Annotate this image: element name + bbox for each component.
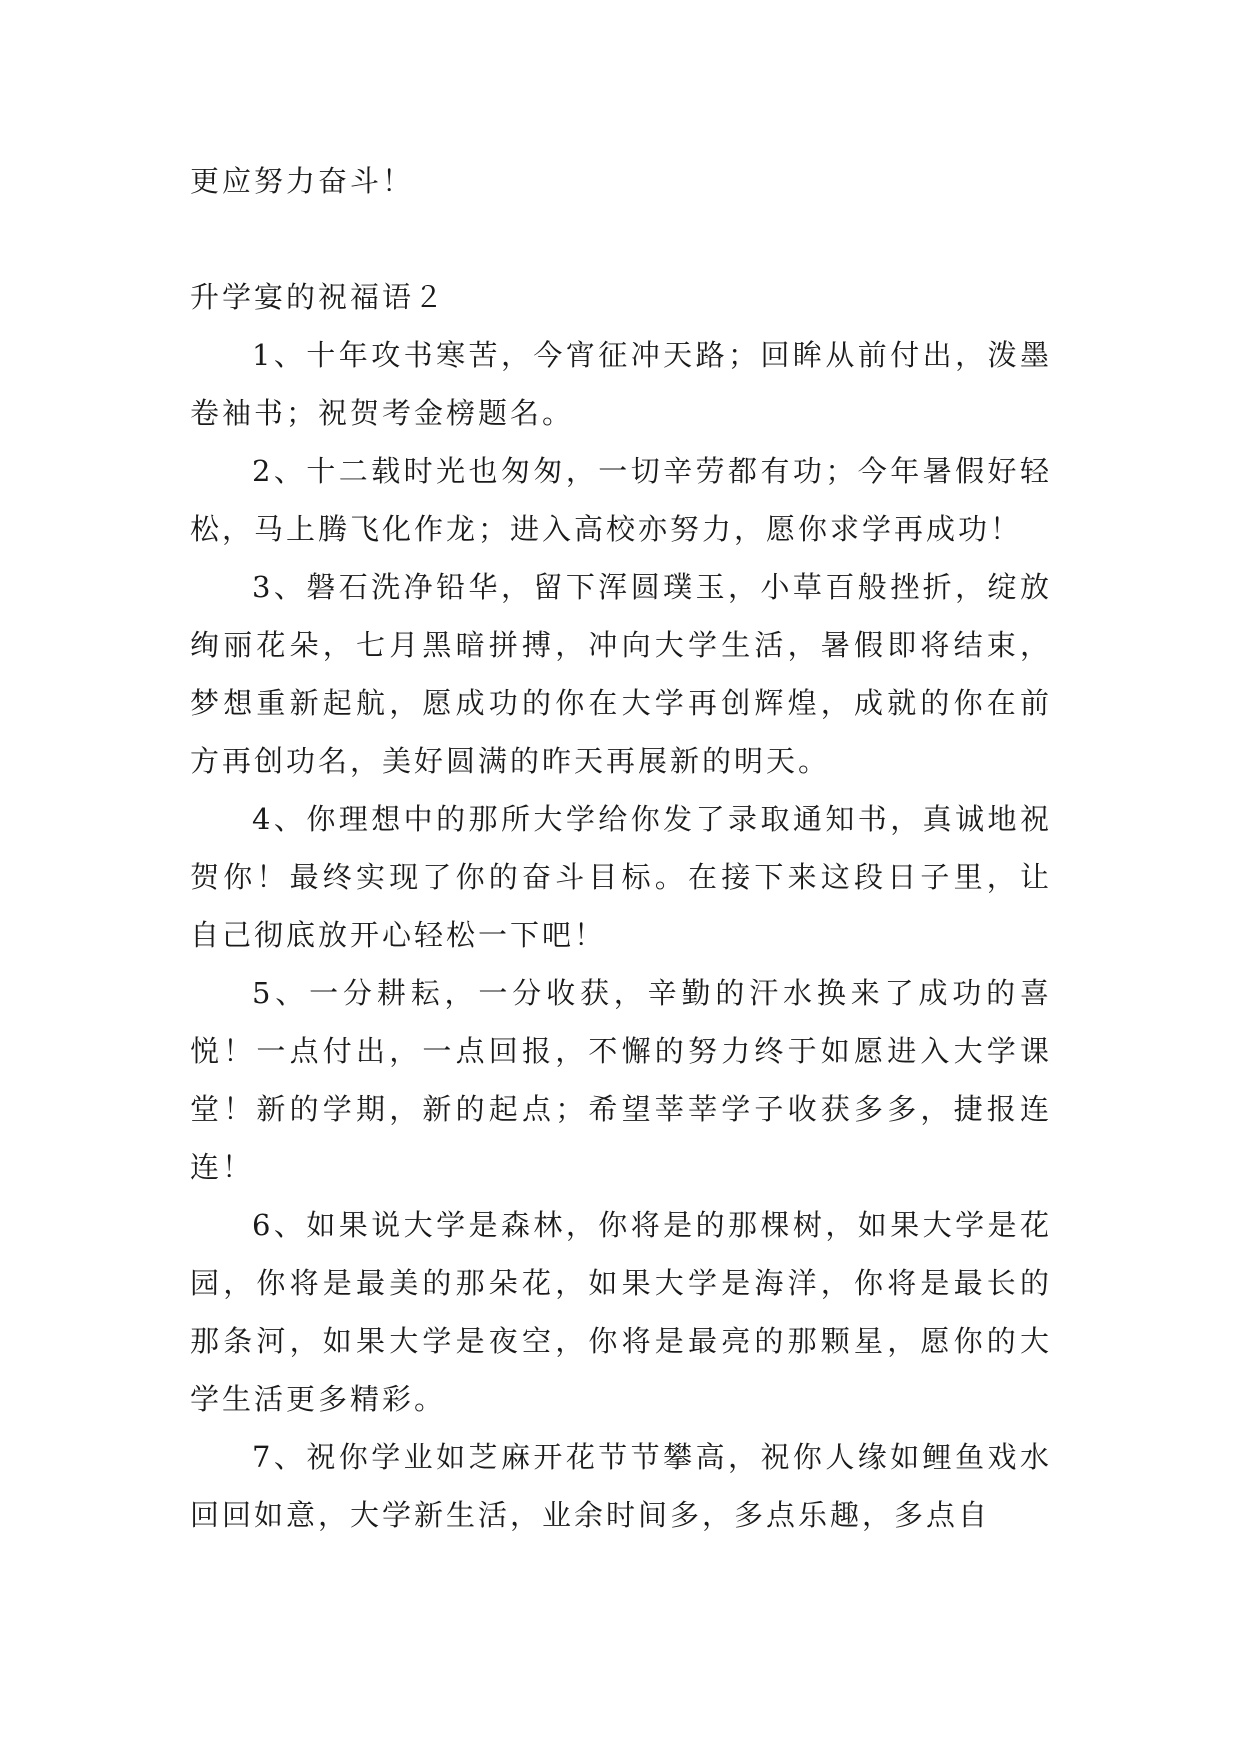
paragraph-2: 2、十二载时光也匆匆，一切辛劳都有功；今年暑假好轻松，马上腾飞化作龙；进入高校亦努力，愿你求学再成功！ [190, 454, 1052, 546]
document-body [190, 152, 1052, 1544]
paragraph-5: 5、一分耕耘，一分收获，辛勤的汗水换来了成功的喜悦！一点付出，一点回报，不懈的努力终于如愿进入大学课堂！新的学期，新的起点；希望莘莘学子收获多多，捷报连连！ [190, 976, 1052, 1184]
paragraph-6: 6、如果说大学是森林，你将是的那棵树，如果大学是花园，你将是最美的那朵花，如果大学是海洋，你将是最长的那条河，如果大学是夜空，你将是最亮的那颗星，愿你的大学生活更多精彩。 [190, 1208, 1052, 1416]
paragraph-3: 3、磐石洗净铅华，留下浑圆璞玉，小草百般挫折，绽放绚丽花朵，七月黑暗拼搏，冲向大学生活，暑假即将结束，梦想重新起航，愿成功的你在大学再创辉煌，成就的你在前方再创功名，美好圆满的昨天再展新的明天。 [190, 570, 1052, 778]
paragraph-7: 7、祝你学业如芝麻开花节节攀高，祝你人缘如鲤鱼戏水回回如意，大学新生活，业余时间多，多点乐趣，多点自 [190, 1440, 1052, 1532]
paragraph-4: 4、你理想中的那所大学给你发了录取通知书，真诚地祝贺你！最终实现了你的奋斗目标。在接下来这段日子里，让自己彻底放开心轻松一下吧！ [190, 802, 1052, 952]
section-heading: 升学宴的祝福语２ [190, 280, 447, 314]
paragraph-1: 1、十年攻书寒苦，今宵征冲天路；回眸从前付出，泼墨卷袖书；祝贺考金榜题名。 [190, 338, 1052, 430]
continuation-text: 更应努力奋斗！ [190, 164, 415, 198]
